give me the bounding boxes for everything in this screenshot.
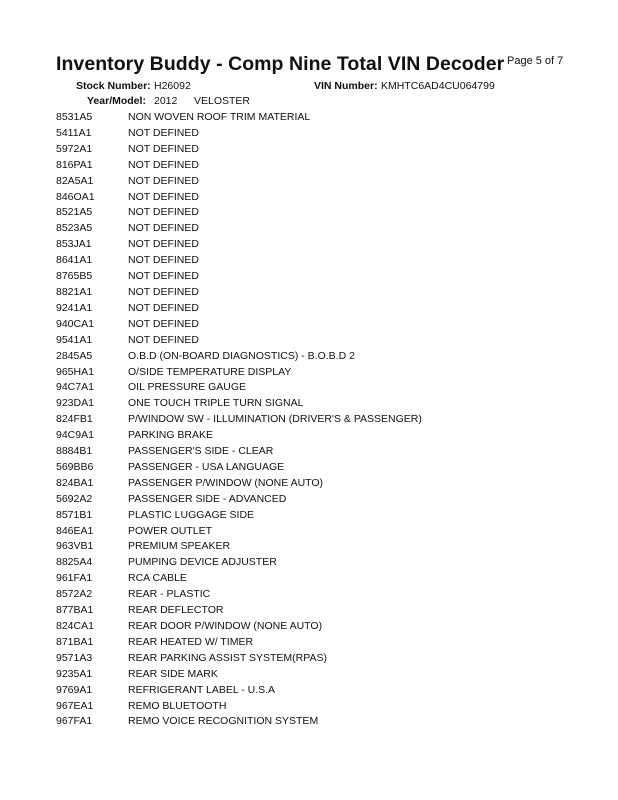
option-code-row — [56, 221, 596, 237]
option-description: PREMIUM SPEAKER — [128, 540, 231, 553]
year-value: 2012 — [154, 95, 178, 107]
option-code: 871BA1 — [56, 635, 94, 648]
vin-number-value: KMHTC6AD4CU064799 — [381, 80, 495, 92]
option-code: 5972A1 — [56, 142, 93, 155]
option-description: NOT DEFINED — [128, 333, 199, 346]
option-code-row — [56, 365, 596, 381]
option-description: NOT DEFINED — [128, 301, 199, 314]
option-code: 824BA1 — [56, 476, 94, 489]
option-code: 824CA1 — [56, 620, 94, 632]
option-code-row — [56, 635, 596, 651]
option-code-row — [56, 253, 596, 269]
page-title: Inventory Buddy - Comp Nine Total VIN Decoder — [56, 53, 505, 75]
option-description: NOT DEFINED — [128, 285, 199, 298]
option-code: 5692A2 — [56, 492, 93, 505]
option-code: 94C9A1 — [56, 429, 94, 442]
option-code: 8572A2 — [56, 588, 93, 601]
option-code-row — [56, 603, 596, 619]
option-description: POWER OUTLET — [128, 524, 213, 537]
option-code-row — [56, 524, 596, 540]
option-code: 9769A1 — [56, 683, 93, 696]
option-code: 853JA1 — [56, 238, 92, 251]
option-description: REAR - PLASTIC — [128, 588, 211, 601]
option-code: 9541A1 — [56, 333, 93, 346]
option-code: 846EA1 — [56, 524, 94, 537]
option-code-row — [56, 476, 596, 492]
option-code-row — [56, 333, 596, 349]
option-description: O/SIDE TEMPERATURE DISPLAY — [128, 365, 292, 378]
option-code: 824FB1 — [56, 413, 93, 426]
option-description: P/WINDOW SW - ILLUMINATION (DRIVER'S & PASSENGER) — [128, 413, 422, 426]
option-code-row — [56, 539, 596, 555]
option-description: ONE TOUCH TRIPLE TURN SIGNAL — [128, 397, 304, 410]
option-code-row — [56, 237, 596, 253]
option-code: 8521A5 — [56, 206, 93, 219]
option-description: REMO BLUETOOTH — [128, 699, 227, 712]
option-description: PARKING BRAKE — [128, 429, 213, 442]
year-model-label: Year/Model: — [87, 95, 146, 107]
stock-number-label: Stock Number: — [76, 80, 151, 92]
option-code: 8884B1 — [56, 445, 93, 458]
option-code-row — [56, 396, 596, 412]
option-code-row — [56, 174, 596, 190]
option-code-row — [56, 460, 596, 476]
vin-number-label: VIN Number: — [314, 80, 378, 92]
option-description: PASSENGER P/WINDOW (NONE AUTO) — [128, 476, 324, 489]
option-description: REAR HEATED W/ TIMER — [128, 635, 254, 648]
option-code: 82A5A1 — [56, 174, 94, 187]
option-code-row — [56, 699, 596, 715]
option-code-row — [56, 619, 596, 635]
model-value: VELOSTER — [194, 95, 251, 107]
option-description: O.B.D (ON-BOARD DIAGNOSTICS) - B.O.B.D 2 — [128, 349, 355, 362]
option-description: NOT DEFINED — [128, 158, 199, 171]
option-code: 967FA1 — [56, 715, 93, 728]
option-code-row — [56, 412, 596, 428]
option-code: 816PA1 — [56, 158, 93, 171]
option-code-row — [56, 317, 596, 333]
option-description: NOT DEFINED — [128, 142, 199, 155]
option-code-row — [56, 555, 596, 571]
option-code-row — [56, 205, 596, 221]
option-code: 961FA1 — [56, 572, 93, 585]
option-code: 923DA1 — [56, 397, 94, 410]
option-code-row — [56, 492, 596, 508]
option-code: 9235A1 — [56, 667, 93, 680]
option-description: REMO VOICE RECOGNITION SYSTEM — [128, 715, 319, 728]
option-description: PASSENGER - USA LANGUAGE — [128, 460, 285, 473]
option-code: 8825A4 — [56, 556, 93, 569]
option-code: 965HA1 — [56, 365, 94, 378]
option-description: REFRIGERANT LABEL - U.S.A — [128, 683, 276, 696]
option-code-row — [56, 142, 596, 158]
option-code: 8523A5 — [56, 222, 93, 235]
option-code-row — [56, 285, 596, 301]
option-description: PLASTIC LUGGAGE SIDE — [128, 508, 255, 521]
option-description: REAR DOOR P/WINDOW (NONE AUTO) — [128, 620, 323, 632]
option-description: REAR SIDE MARK — [128, 667, 218, 680]
option-description: PASSENGER SIDE - ADVANCED — [128, 492, 287, 505]
option-code: 569BB6 — [56, 460, 94, 473]
option-code: 8821A1 — [56, 285, 93, 298]
option-code: 963VB1 — [56, 540, 94, 553]
option-description: NOT DEFINED — [128, 254, 199, 267]
page-indicator: Page 5 of 7 — [507, 55, 564, 67]
option-code-row — [56, 428, 596, 444]
option-code-row — [56, 126, 596, 142]
option-code: 8571B1 — [56, 508, 93, 521]
option-code: 8641A1 — [56, 254, 93, 267]
option-code: 2845A5 — [56, 349, 93, 362]
option-code: 94C7A1 — [56, 381, 94, 394]
option-code: 846OA1 — [56, 190, 95, 203]
option-codes-list — [56, 110, 596, 730]
option-description: OIL PRESSURE GAUGE — [128, 381, 247, 394]
option-description: NOT DEFINED — [128, 222, 199, 235]
stock-number-value: H26092 — [154, 80, 191, 92]
option-code: 8765B5 — [56, 270, 93, 283]
option-code: 967EA1 — [56, 699, 94, 712]
option-description: PUMPING DEVICE ADJUSTER — [128, 556, 277, 569]
option-description: NOT DEFINED — [128, 206, 199, 219]
option-code-row — [56, 651, 596, 667]
option-description: PASSENGER'S SIDE - CLEAR — [128, 445, 274, 458]
option-code-row — [56, 380, 596, 396]
option-code-row — [56, 190, 596, 206]
option-description: NOT DEFINED — [128, 190, 199, 203]
option-code-row — [56, 110, 596, 126]
option-code-row — [56, 444, 596, 460]
option-code: 8531A5 — [56, 111, 93, 123]
option-description: NOT DEFINED — [128, 238, 199, 251]
option-code-row — [56, 714, 596, 730]
option-code: 9571A3 — [56, 651, 93, 664]
option-code-row — [56, 571, 596, 587]
option-code: 9241A1 — [56, 301, 93, 314]
option-description: REAR PARKING ASSIST SYSTEM(RPAS) — [128, 651, 327, 664]
option-description: NOT DEFINED — [128, 126, 199, 139]
option-code: 877BA1 — [56, 604, 94, 617]
option-code-row — [56, 269, 596, 285]
option-code: 5411A1 — [56, 126, 92, 139]
option-description: REAR DEFLECTOR — [128, 604, 224, 617]
option-description: RCA CABLE — [128, 572, 187, 585]
option-code: 940CA1 — [56, 317, 94, 330]
option-description: NOT DEFINED — [128, 270, 199, 283]
option-code-row — [56, 158, 596, 174]
option-description: NON WOVEN ROOF TRIM MATERIAL — [128, 111, 311, 123]
option-code-row — [56, 683, 596, 699]
option-description: NOT DEFINED — [128, 317, 199, 330]
option-description: NOT DEFINED — [128, 174, 199, 187]
option-code-row — [56, 667, 596, 683]
option-code-row — [56, 587, 596, 603]
option-code-row — [56, 301, 596, 317]
option-code-row — [56, 508, 596, 524]
option-code-row — [56, 349, 596, 365]
